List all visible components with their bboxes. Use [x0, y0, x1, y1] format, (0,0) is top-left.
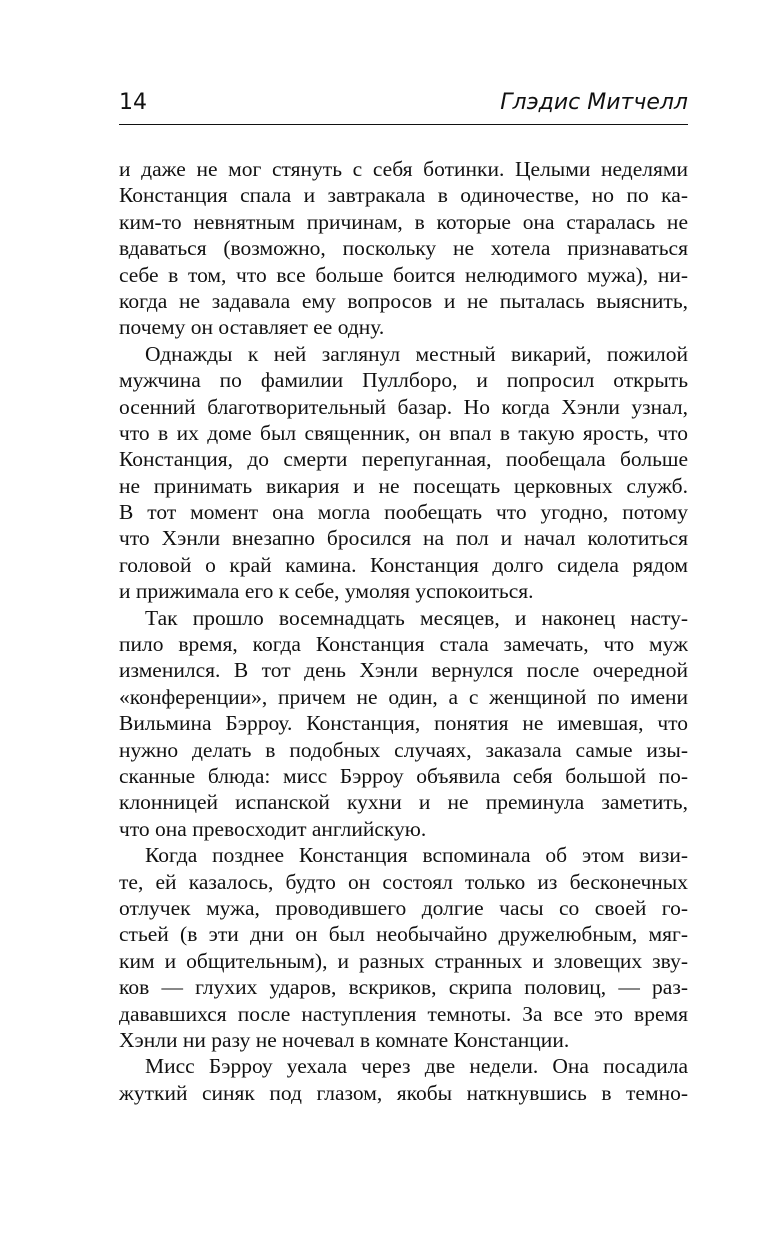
text-line: пило время, когда Констанция стала замечать, что муж: [119, 632, 688, 657]
text-line: ков — глухих ударов, вскриков, скрипа половиц, — раз-: [119, 975, 688, 1000]
text-line: Мисс Бэрроу уехала через две недели. Она посадила: [145, 1054, 688, 1079]
body-text: [119, 156, 688, 1106]
text-line: Так прошло восемнадцать месяцев, и наконец насту-: [145, 605, 688, 630]
text-line: сканные блюда: мисс Бэрроу объявила себя большой по-: [119, 763, 688, 788]
text-line: нужно делать в подобных случаях, заказала самые изы-: [119, 737, 688, 762]
text-line: жуткий синяк под глазом, якобы наткнувшись в темно-: [119, 1080, 688, 1105]
text-line: клонницей испанской кухни и не преминула заметить,: [119, 790, 688, 815]
text-line: ким и общительным), и разных странных и зловещих зву-: [119, 948, 688, 973]
text-line: те, ей казалось, будто он состоял только из бесконечных: [119, 869, 688, 894]
text-line: что Хэнли внезапно бросился на пол и начал колотиться: [119, 526, 688, 551]
text-line: когда не задавала ему вопросов и не пыталась выяснить,: [119, 288, 688, 313]
text-line: не принимать викария и не посещать церковных служб.: [119, 473, 688, 498]
text-line: стьей (в эти дни он был необычайно дружелюбным, мяг-: [119, 922, 688, 947]
paragraph: [119, 605, 688, 843]
text-line: себе в том, что все больше боится нелюдимого мужа), ни-: [119, 262, 688, 287]
page-number: 14: [119, 90, 147, 115]
text-line: Хэнли ни разу не ночевал в комнате Констанции.: [119, 1027, 570, 1052]
text-line: и прижимала его к себе, умоляя успокоиться.: [119, 579, 534, 604]
paragraph: [119, 1053, 688, 1106]
text-line: отлучек мужа, проводившего долгие часы со своей го-: [119, 895, 688, 920]
text-line: почему он оставляет ее одну.: [119, 315, 385, 340]
text-line: что она превосходит английскую.: [119, 816, 427, 841]
text-line: Вильмина Бэрроу. Констанция, понятия не имевшая, что: [119, 711, 688, 736]
paragraph: [119, 156, 688, 341]
text-line: ким-то невнятным причинам, в которые она старалась не: [119, 209, 688, 234]
text-line: изменился. В тот день Хэнли вернулся после очередной: [119, 658, 688, 683]
paragraph: [119, 842, 688, 1053]
text-line: и даже не мог стянуть с себя ботинки. Целыми неделями: [119, 157, 688, 181]
text-line: Когда позднее Констанция вспоминала об этом визи-: [145, 843, 688, 868]
text-line: В тот момент она могла пообещать что угодно, потому: [119, 500, 688, 525]
text-line: Констанция, до смерти перепуганная, пообещала больше: [119, 447, 688, 472]
text-line: мужчина по фамилии Пуллборо, и попросил открыть: [119, 368, 688, 393]
text-line: осенний благотворительный базар. Но когда Хэнли узнал,: [119, 394, 688, 419]
text-line: вдаваться (возможно, поскольку не хотела признаваться: [119, 236, 688, 261]
header-rule: [119, 124, 688, 125]
text-line: дававшихся после наступления темноты. За все это время: [119, 1001, 688, 1026]
text-line: головой о край камина. Констанция долго сидела рядом: [119, 552, 688, 577]
text-line: что в их доме был священник, он впал в такую ярость, что: [119, 420, 688, 445]
text-line: «конференции», причем не один, а с женщиной по имени: [119, 684, 688, 709]
text-line: Констанция спала и завтракала в одиночестве, но по ка-: [119, 183, 688, 208]
header-author: Глэдис Митчелл: [500, 90, 688, 115]
paragraph: [119, 341, 688, 605]
running-head: [119, 88, 688, 118]
text-line: Однажды к ней заглянул местный викарий, пожилой: [145, 341, 688, 366]
